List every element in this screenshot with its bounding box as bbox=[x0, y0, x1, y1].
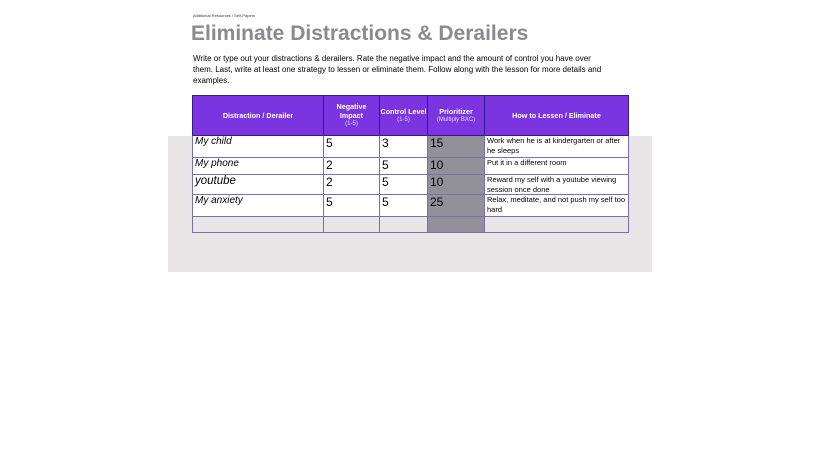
how-cell[interactable]: Reward my self with a youtube viewing session once done bbox=[485, 175, 629, 195]
control-cell[interactable] bbox=[380, 217, 428, 233]
priority-cell[interactable]: 10 bbox=[428, 158, 485, 175]
how-cell[interactable]: Put it in a different room bbox=[485, 158, 629, 175]
distraction-cell[interactable] bbox=[193, 217, 324, 233]
impact-cell[interactable]: 2 bbox=[324, 175, 380, 195]
header-control-level: Control Level (1-5) bbox=[380, 96, 428, 136]
distraction-cell[interactable]: My phone bbox=[193, 158, 324, 175]
impact-cell[interactable] bbox=[324, 217, 380, 233]
impact-cell[interactable]: 5 bbox=[324, 195, 380, 217]
control-cell[interactable]: 3 bbox=[380, 136, 428, 158]
priority-cell[interactable]: 15 bbox=[428, 136, 485, 158]
how-cell[interactable]: Relax, meditate, and not push my self too hard bbox=[485, 195, 629, 217]
how-cell[interactable]: Work when he is at kindergarten or after he sleeps bbox=[485, 136, 629, 158]
header-negative-impact: Negative Impact (1-5) bbox=[324, 96, 380, 136]
header-prioritizer: Prioritizer (Multiply BXC) bbox=[428, 96, 485, 136]
header-distraction: Distraction / Derailer bbox=[193, 96, 324, 136]
distraction-cell[interactable]: youtube bbox=[193, 175, 324, 195]
distractions-table bbox=[192, 95, 629, 233]
breadcrumb: Additional Resources / Self-Papers bbox=[193, 13, 256, 18]
priority-cell[interactable] bbox=[428, 217, 485, 233]
table-row bbox=[193, 136, 629, 158]
priority-cell[interactable]: 10 bbox=[428, 175, 485, 195]
control-cell[interactable]: 5 bbox=[380, 175, 428, 195]
header-row bbox=[193, 96, 629, 136]
impact-cell[interactable]: 2 bbox=[324, 158, 380, 175]
table-row bbox=[193, 195, 629, 217]
header-how-to-lessen: How to Lessen / Eliminate bbox=[485, 96, 629, 136]
how-cell[interactable] bbox=[485, 217, 629, 233]
instructions-text: Write or type out your distractions & derailers. Rate the negative impact and the amount of control you have over them. Last, write at least one strategy to lessen or eliminate them. Follow along with the lesson for more details and examples. bbox=[193, 54, 602, 85]
table-row bbox=[193, 175, 629, 195]
table-row bbox=[193, 158, 629, 175]
control-cell[interactable]: 5 bbox=[380, 158, 428, 175]
page-title: Eliminate Distractions & Derailers bbox=[191, 22, 529, 45]
distraction-cell[interactable]: My anxiety bbox=[193, 195, 324, 217]
table-row bbox=[193, 217, 629, 233]
distraction-cell[interactable]: My child bbox=[193, 136, 324, 158]
impact-cell[interactable]: 5 bbox=[324, 136, 380, 158]
control-cell[interactable]: 5 bbox=[380, 195, 428, 217]
priority-cell[interactable]: 25 bbox=[428, 195, 485, 217]
